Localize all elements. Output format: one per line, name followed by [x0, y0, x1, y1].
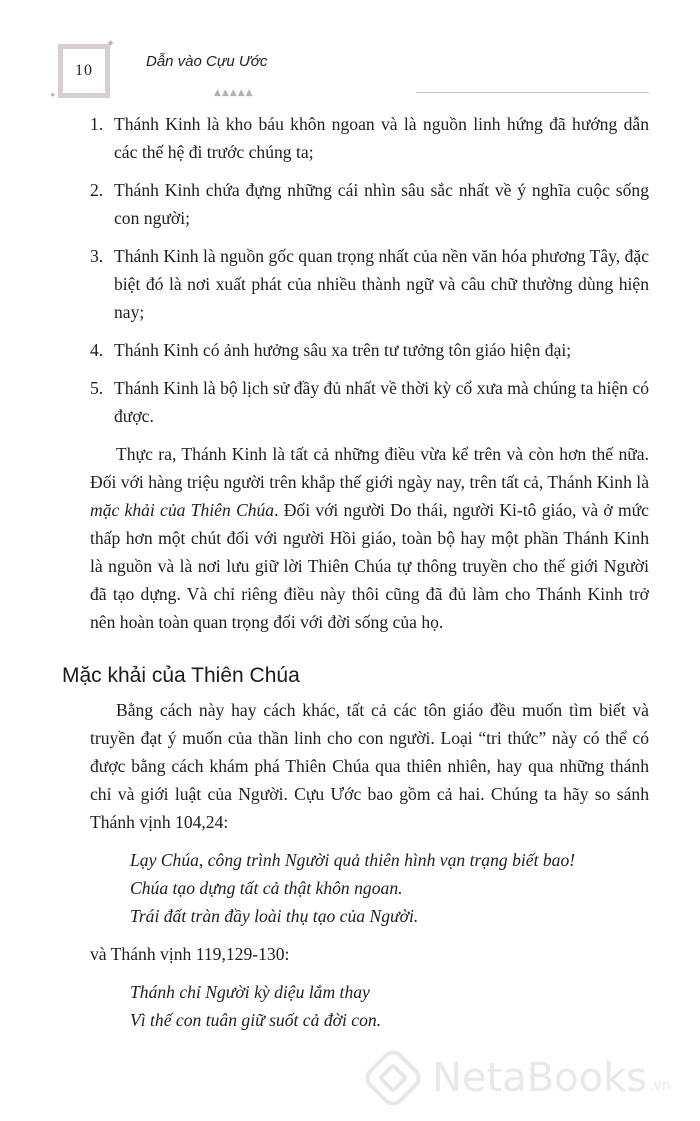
list-item	[90, 242, 649, 326]
page-number-box	[58, 44, 110, 98]
list-text: Thánh Kinh là nguồn gốc quan trọng nhất của nền văn hóa phương Tây, đặc biệt đó là nơi xuất phát của nhiều thành ngữ và câu chữ thường dùng hiện nay;	[114, 246, 649, 322]
list-item	[90, 336, 649, 364]
numbered-list	[90, 110, 649, 430]
paragraph-text: . Đối với người Do thái, người Ki-tô giáo, và ở mức thấp hơn một chút đối với người Hồi giáo, toàn bộ hay một phần Thánh Kinh là nguồn và là nơi lưu giữ lời Thiên Chúa tự thông truyền cho thế giới Người đã tạo dựng. Và chỉ riêng điều này thôi cũng đã đủ làm cho Thánh Kinh trở nên hoàn toàn quan trọng đối với đời sống của họ.	[90, 500, 649, 632]
watermark-suffix: .vn	[649, 1078, 671, 1094]
list-text: Thánh Kinh là kho báu khôn ngoan và là nguồn linh hứng đã hướng dẫn các thế hệ đi trước chúng ta;	[114, 114, 649, 162]
quote-line: Lạy Chúa, công trình Người quả thiên hình vạn trạng biết bao!	[130, 850, 576, 870]
psalm-quote	[130, 846, 649, 930]
chapter-title: Dẫn vào Cựu Ước	[146, 53, 268, 70]
list-number: 4.	[90, 340, 104, 360]
list-item	[90, 374, 649, 430]
quote-line: Vì thế con tuân giữ suốt cả đời con.	[130, 1010, 382, 1030]
list-number: 1.	[90, 114, 104, 134]
list-item	[90, 110, 649, 166]
emphasis-text: mặc khải của Thiên Chúa	[90, 500, 275, 520]
quote-line: Chúa tạo dựng tất cả thật khôn ngoan.	[130, 878, 403, 898]
list-item	[90, 176, 649, 232]
sparkle-icon: ✦	[106, 37, 116, 50]
quote-line: Trái đất tràn đầy loài thụ tạo của Người.	[130, 906, 419, 926]
netabooks-logo-icon	[360, 1045, 425, 1110]
paragraph: Bằng cách này hay cách khác, tất cả các tôn giáo đều muốn tìm biết và truyền đạt ý muốn của thần linh cho con người. Loại “tri thức” này có thể có được bằng cách khám phá Thiên Chúa qua thiên nhiên, hay qua những thánh chỉ và giới luật của Người. Cựu Ước bao gồm cả hai. Chúng ta hãy so sánh Thánh vịnh 104,24:	[90, 700, 649, 832]
list-text: Thánh Kinh chứa đựng những cái nhìn sâu sắc nhất về ý nghĩa cuộc sống con người;	[114, 180, 649, 228]
paragraph	[90, 440, 649, 636]
page-number: 10	[75, 62, 93, 79]
list-text: Thánh Kinh có ảnh hưởng sâu xa trên tư tưởng tôn giáo hiện đại;	[114, 340, 572, 360]
sparkle-icon: ✦	[49, 91, 57, 101]
header-divider	[416, 92, 649, 93]
quote-line: Thánh chỉ Người kỳ diệu lắm thay	[130, 982, 370, 1002]
list-text: Thánh Kinh là bộ lịch sử đầy đủ nhất về thời kỳ cổ xưa mà chúng ta hiện có được.	[114, 378, 649, 426]
paragraph-text: Thực ra, Thánh Kinh là tất cả những điều vừa kể trên và còn hơn thế nữa. Đối với hàng triệu người trên khắp thế giới ngày nay, trên tất cả, Thánh Kinh là	[90, 444, 649, 492]
list-number: 3.	[90, 246, 104, 266]
list-number: 5.	[90, 378, 104, 398]
section-heading: Mặc khải của Thiên Chúa	[62, 664, 300, 687]
page-content	[62, 110, 649, 1034]
watermark-brand: NetaBooks	[432, 1055, 648, 1101]
paragraph: và Thánh vịnh 119,129-130:	[90, 944, 290, 964]
watermark	[370, 1050, 671, 1106]
triangle-ornament-icon: ▲▲▲▲▲	[214, 88, 254, 98]
list-number: 2.	[90, 180, 104, 200]
psalm-quote	[130, 978, 649, 1034]
